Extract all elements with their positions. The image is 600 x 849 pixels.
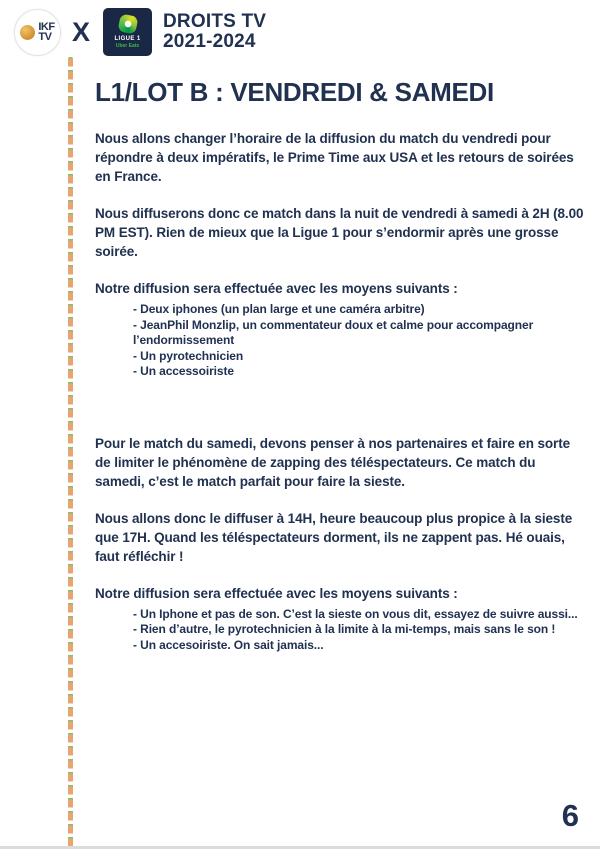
- section-heading-friday: Notre diffusion sera effectuée avec les moyens suivants :: [95, 281, 458, 296]
- uber-eats-logo-text: Uber Eats: [115, 43, 140, 49]
- section-saturday-means: [95, 584, 584, 654]
- ikf-logo-text: [38, 22, 54, 42]
- main-content: [95, 76, 584, 653]
- bullet-list-saturday: [133, 607, 584, 654]
- header-title-line1: DROITS TV: [163, 11, 267, 32]
- paragraph-friday-schedule: Nous allons changer l’horaire de la diffusion du match du vendredi pour répondre à deux impératifs, le Prime Time aux USA et les retours de soirées en France.: [95, 131, 574, 184]
- dotted-divider-line: [68, 57, 73, 849]
- ikf-tv-logo: [14, 9, 61, 56]
- list-item: - Un Iphone et pas de son. C’est la sieste on vous dit, essayez de suivre aussi...: [133, 606, 578, 621]
- list-item: - JeanPhil Monzlip, un commentateur doux et calme pour accompagner l’endormissement: [133, 317, 534, 347]
- section-friday-means: [95, 279, 584, 380]
- ligue1-logo-text: LIGUE 1: [114, 36, 141, 42]
- list-item: - Un accesoiriste. On sait jamais...: [133, 637, 324, 652]
- page-title: L1/LOT B : VENDREDI & SAMEDI: [95, 77, 494, 107]
- ikf-logo-line1: IKF: [38, 21, 55, 33]
- paragraph-saturday-partners: Pour le match du samedi, devons penser à nos partenaires et faire en sorte de limiter le phénomène de zapping des téléspectateurs. Ce match du samedi, c’est le match parfait pour faire la sieste.: [95, 435, 571, 489]
- list-item: - Un pyrotechnicien: [133, 348, 244, 363]
- collab-x-separator: X: [72, 16, 91, 47]
- header-title-line2: 2021-2024: [163, 31, 256, 52]
- ikf-logo-line2: TV: [38, 31, 52, 43]
- ikf-ball-icon: [20, 25, 35, 40]
- page-number: 6: [561, 798, 579, 833]
- header: [14, 8, 266, 56]
- header-title: [163, 12, 266, 52]
- ligue1-swirl-icon: [117, 13, 138, 34]
- list-item: - Rien d’autre, le pyrotechnicien à la limite à la mi-temps, mais sans le son !: [133, 622, 556, 636]
- bullet-list-friday: [133, 302, 584, 380]
- paragraph-saturday-time: Nous allons donc le diffuser à 14H, heure beaucoup plus propice à la sieste que 17H. Quand les téléspectateurs dorment, ils ne zappent pas. Hé ouais, faut réfléchir !: [95, 510, 573, 564]
- list-item: - Deux iphones (un plan large et une caméra arbitre): [133, 302, 425, 316]
- ligue1-logo: [103, 8, 152, 56]
- list-item: - Un accessoiriste: [133, 364, 234, 378]
- paragraph-friday-time: Nous diffuserons donc ce match dans la nuit de vendredi à samedi à 2H (8.00 PM EST). Rien de mieux que la Ligue 1 pour s’endormir après une grosse soirée.: [95, 206, 584, 259]
- section-heading-saturday: Notre diffusion sera effectuée avec les moyens suivants :: [95, 585, 458, 601]
